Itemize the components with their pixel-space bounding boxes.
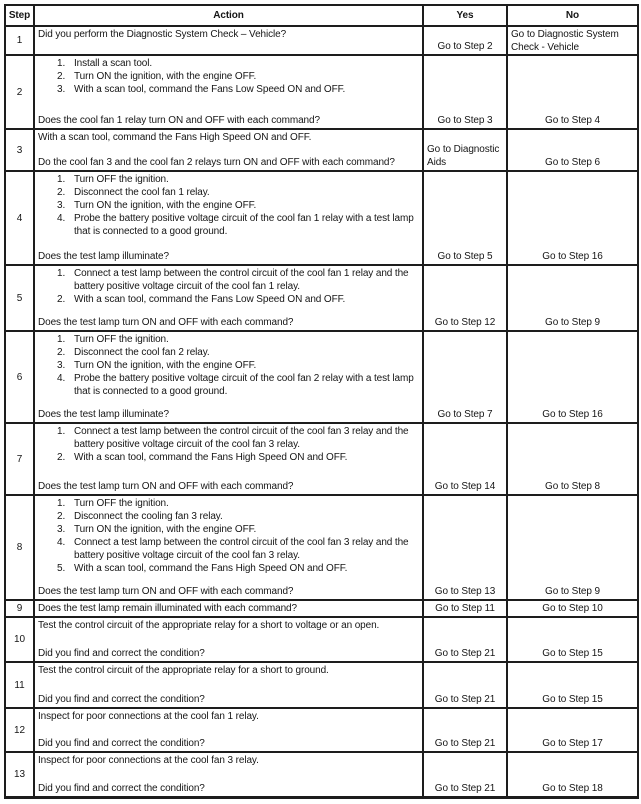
action-question: Did you find and correct the condition?: [38, 738, 205, 749]
yes-goto-value: Go to Step 11: [435, 603, 495, 614]
no-goto-value: Go to Step 6: [545, 157, 600, 168]
diagnostic-table-body: [5, 26, 638, 797]
list-item-number: 2.: [57, 71, 66, 82]
no-cell: [507, 129, 638, 171]
no-cell: [507, 708, 638, 752]
action-question: Does the cool fan 1 relay turn ON and OFF with each command?: [38, 115, 320, 126]
yes-cell: [423, 26, 507, 55]
yes-cell: [423, 265, 507, 331]
action-cell: [34, 617, 423, 662]
list-item-text: Turn OFF the ignition.: [74, 174, 169, 185]
table-header-row: [5, 5, 638, 26]
step-number: 8: [5, 495, 34, 600]
list-item-text: Turn ON the ignition, with the engine OFF.: [74, 360, 257, 371]
yes-goto-value: Go to Step 5: [437, 251, 493, 262]
yes-goto-value: Go to Step 12: [434, 317, 496, 328]
action-list-item: [57, 451, 420, 464]
action-list-item: [57, 536, 420, 562]
no-cell: [507, 331, 638, 423]
table-row: [5, 423, 638, 495]
list-item-number: 4.: [57, 537, 66, 548]
header-yes: Yes: [423, 5, 507, 26]
yes-cell: [423, 331, 507, 423]
action-list-item: [57, 212, 420, 238]
no-cell: [507, 662, 638, 708]
table-row: [5, 331, 638, 423]
list-item-number: 2.: [57, 294, 66, 305]
action-list-item: [57, 510, 420, 523]
table-row: [5, 129, 638, 171]
action-list-item: [57, 425, 420, 451]
yes-cell: [423, 662, 507, 708]
step-number: 7: [5, 423, 34, 495]
yes-goto-value: Go to Step 21: [434, 694, 496, 705]
action-list-item: [57, 83, 420, 96]
action-cell: [34, 600, 423, 617]
header-step: Step: [5, 5, 34, 26]
list-item-number: 2.: [57, 511, 66, 522]
action-list-item: [57, 562, 420, 575]
step-number: 1: [5, 26, 34, 55]
action-cell: [34, 752, 423, 797]
no-goto-value: Go to Step 8: [545, 481, 600, 492]
step-number: 2: [5, 55, 34, 129]
action-list-item: [57, 372, 420, 398]
list-item-text: Connect a test lamp between the control circuit of the cool fan 3 relay and the battery positive voltage circuit of the cool fan 3 relay.: [74, 537, 409, 561]
table-row: [5, 662, 638, 708]
yes-goto-value: Go to Step 21: [434, 738, 496, 749]
no-goto-value: Go to Step 16: [542, 409, 603, 420]
action-question: Did you find and correct the condition?: [38, 694, 205, 705]
no-cell: [507, 600, 638, 617]
action-cell: [34, 708, 423, 752]
action-question: Does the test lamp turn ON and OFF with each command?: [38, 481, 294, 492]
step-number: 6: [5, 331, 34, 423]
list-item-number: 3.: [57, 524, 66, 535]
yes-cell: [423, 171, 507, 265]
list-item-text: Turn OFF the ignition.: [74, 498, 169, 509]
list-item-text: Connect a test lamp between the control circuit of the cool fan 3 relay and the battery positive voltage circuit of the cool fan 3 relay.: [74, 426, 409, 450]
action-cell: [34, 331, 423, 423]
list-item-text: Turn ON the ignition, with the engine OFF.: [74, 200, 257, 211]
list-item-text: Turn ON the ignition, with the engine OFF.: [74, 524, 257, 535]
action-statement: Does the test lamp remain illuminated with each command?: [38, 603, 297, 614]
table-row: [5, 708, 638, 752]
table-row: [5, 171, 638, 265]
action-list-item: [57, 497, 420, 510]
list-item-number: 1.: [57, 426, 66, 437]
action-question: Does the test lamp turn ON and OFF with each command?: [38, 317, 294, 328]
action-question: Did you find and correct the condition?: [38, 782, 205, 794]
action-statement: Test the control circuit of the appropriate relay for a short to voltage or an open.: [38, 620, 380, 631]
table-row: [5, 752, 638, 797]
action-list-item: [57, 333, 420, 346]
header-action: Action: [34, 5, 423, 26]
list-item-text: With a scan tool, command the Fans Low Speed ON and OFF.: [74, 84, 346, 95]
yes-goto-value: Go to Diagnostic Aids: [427, 144, 500, 168]
yes-cell: [423, 617, 507, 662]
no-goto-value: Go to Step 17: [542, 738, 603, 749]
list-item-text: Turn ON the ignition, with the engine OFF.: [74, 71, 257, 82]
action-cell: [34, 171, 423, 265]
table-row: [5, 26, 638, 55]
no-goto-value: Go to Step 15: [542, 694, 603, 705]
list-item-number: 2.: [57, 187, 66, 198]
list-item-text: Install a scan tool.: [74, 58, 153, 69]
step-number: 5: [5, 265, 34, 331]
list-item-text: Connect a test lamp between the control circuit of the cool fan 1 relay and the battery positive voltage circuit of the cool fan 1 relay.: [74, 268, 409, 292]
action-list-item: [57, 523, 420, 536]
action-list-item: [57, 173, 420, 186]
yes-cell: [423, 600, 507, 617]
action-cell: [34, 265, 423, 331]
action-cell: [34, 129, 423, 171]
list-item-number: 4.: [57, 213, 66, 224]
action-list-item: [57, 186, 420, 199]
list-item-number: 3.: [57, 200, 66, 211]
list-item-number: 1.: [57, 268, 66, 279]
action-question: Did you find and correct the condition?: [38, 648, 205, 659]
no-goto-value: Go to Diagnostic System Check - Vehicle: [511, 29, 619, 53]
yes-goto-value: Go to Step 13: [434, 586, 496, 597]
list-item-text: With a scan tool, command the Fans Low Speed ON and OFF.: [74, 294, 346, 305]
header-no: No: [507, 5, 638, 26]
action-list-item: [57, 359, 420, 372]
no-goto-value: Go to Step 10: [542, 603, 603, 614]
step-number: 10: [5, 617, 34, 662]
table-row: [5, 265, 638, 331]
list-item-number: 3.: [57, 360, 66, 371]
action-list-item: [57, 267, 420, 293]
list-item-number: 5.: [57, 563, 66, 574]
table-row: [5, 495, 638, 600]
action-statement: With a scan tool, command the Fans High Speed ON and OFF.: [38, 132, 312, 143]
list-item-number: 2.: [57, 452, 66, 463]
step-number: 13: [5, 752, 34, 797]
yes-cell: [423, 752, 507, 797]
list-item-text: Probe the battery positive voltage circuit of the cool fan 2 relay with a test lamp that is connected to a good ground.: [74, 373, 414, 397]
list-item-number: 2.: [57, 347, 66, 358]
list-item-number: 1.: [57, 498, 66, 509]
yes-goto-value: Go to Step 2: [437, 41, 493, 52]
action-cell: [34, 662, 423, 708]
action-statement: Inspect for poor connections at the cool fan 1 relay.: [38, 711, 259, 722]
action-question: Does the test lamp illuminate?: [38, 409, 169, 420]
action-question: Does the test lamp turn ON and OFF with each command?: [38, 586, 294, 597]
no-cell: [507, 495, 638, 600]
step-number: 11: [5, 662, 34, 708]
list-item-text: Disconnect the cooling fan 3 relay.: [74, 511, 223, 522]
yes-goto-value: Go to Step 21: [434, 782, 496, 794]
yes-goto-value: Go to Step 3: [437, 115, 493, 126]
action-list-item: [57, 199, 420, 212]
action-list-item: [57, 346, 420, 359]
list-item-text: Turn OFF the ignition.: [74, 334, 169, 345]
yes-goto-value: Go to Step 14: [434, 481, 496, 492]
list-item-text: Disconnect the cool fan 2 relay.: [74, 347, 210, 358]
no-goto-value: Go to Step 9: [545, 586, 600, 597]
no-goto-value: Go to Step 9: [545, 317, 600, 328]
action-list-item: [57, 57, 420, 70]
yes-goto-value: Go to Step 21: [434, 648, 496, 659]
action-list-item: [57, 293, 420, 306]
action-statement: Inspect for poor connections at the cool fan 3 relay.: [38, 755, 259, 766]
step-number: 3: [5, 129, 34, 171]
no-goto-value: Go to Step 4: [545, 115, 600, 126]
action-statement: Test the control circuit of the appropriate relay for a short to ground.: [38, 665, 329, 676]
action-statement: Did you perform the Diagnostic System Check – Vehicle?: [38, 29, 287, 40]
yes-cell: [423, 55, 507, 129]
action-question: Does the test lamp illuminate?: [38, 251, 169, 262]
list-item-number: 3.: [57, 84, 66, 95]
diagnostic-table: [4, 4, 639, 799]
list-item-text: Probe the battery positive voltage circuit of the cool fan 1 relay with a test lamp that is connected to a good ground.: [74, 213, 414, 237]
list-item-text: With a scan tool, command the Fans High Speed ON and OFF.: [74, 563, 348, 574]
list-item-text: Disconnect the cool fan 1 relay.: [74, 187, 210, 198]
no-cell: [507, 752, 638, 797]
list-item-number: 1.: [57, 334, 66, 345]
table-row: [5, 600, 638, 617]
step-number: 4: [5, 171, 34, 265]
no-goto-value: Go to Step 15: [542, 648, 603, 659]
no-cell: [507, 55, 638, 129]
table-row: [5, 617, 638, 662]
no-goto-value: Go to Step 16: [542, 251, 603, 262]
action-question: Do the cool fan 3 and the cool fan 2 relays turn ON and OFF with each command?: [38, 157, 395, 168]
no-cell: [507, 26, 638, 55]
action-cell: [34, 423, 423, 495]
action-list-item: [57, 70, 420, 83]
list-item-text: With a scan tool, command the Fans High Speed ON and OFF.: [74, 452, 348, 463]
yes-cell: [423, 423, 507, 495]
yes-cell: [423, 129, 507, 171]
no-goto-value: Go to Step 18: [542, 782, 603, 794]
step-number: 12: [5, 708, 34, 752]
list-item-number: 1.: [57, 58, 66, 69]
no-cell: [507, 265, 638, 331]
list-item-number: 1.: [57, 174, 66, 185]
step-number: 9: [5, 600, 34, 617]
no-cell: [507, 423, 638, 495]
action-cell: [34, 495, 423, 600]
yes-cell: [423, 495, 507, 600]
table-row: [5, 55, 638, 129]
list-item-number: 4.: [57, 373, 66, 384]
no-cell: [507, 617, 638, 662]
no-cell: [507, 171, 638, 265]
yes-cell: [423, 708, 507, 752]
action-cell: [34, 26, 423, 55]
yes-goto-value: Go to Step 7: [437, 409, 493, 420]
action-cell: [34, 55, 423, 129]
